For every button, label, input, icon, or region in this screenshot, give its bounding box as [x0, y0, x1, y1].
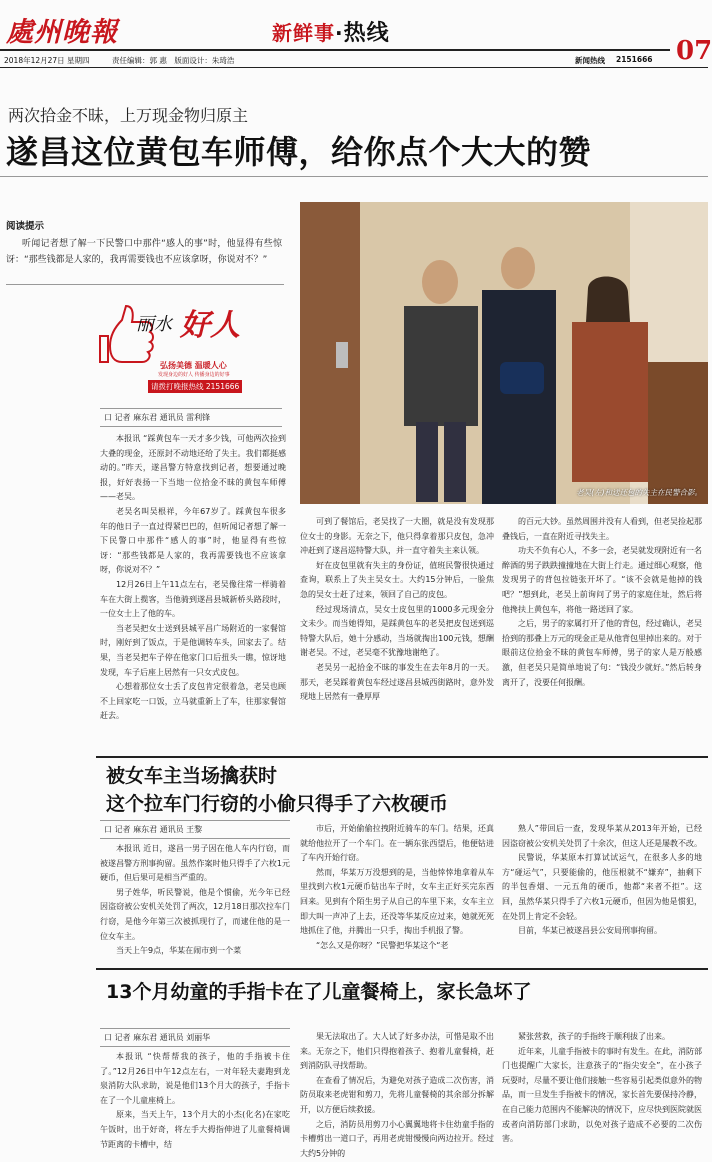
meta-rule [0, 67, 708, 68]
story2-headline-a: 被女车主当场擒获时 [106, 765, 278, 787]
story1-paragraph: 老吴另一起拾金不昧的事发生在去年8月的一天。那天，老吴踩着黄包车经过遂昌县城西街路时，意外发现地上居然有一叠厚厚 [300, 662, 494, 702]
story3-paragraph: 近年来，儿童手指被卡的事时有发生。在此，消防部门也提醒广大家长，注意孩子的“指尖安全”，在小孩子玩耍时，尽量不要让他们接触一些容易引起类似意外的物品，而一旦发生手指被卡的情况，家长首先要保持冷静，在自己能力范围内不能解决的情况下，应尽快到医院就医或者向消防部门求助，以免对孩子造成不必要的二次伤害。 [502, 1046, 702, 1144]
guide-text [6, 236, 282, 268]
logo-hotline: 请拨打晚报热线 2151666 [148, 380, 242, 393]
photo-illustration [300, 202, 708, 504]
story2-top-rule [96, 756, 708, 758]
story1-paragraph: 老吴名叫吴根祥，今年67岁了。踩黄包车很多年的他日子一直过得紧巴巴的，但听闻记者想了解一下民警口中那件“感人的事”时，他显得有些惊讶：“那些钱都是人家的，我再需要钱也不应该拿呀，你说对不？” [100, 506, 286, 575]
story2-paragraph: “怎么又是你呀？”民警把华某这个“老 [316, 940, 449, 950]
lead-headline: 遂昌这位黄包车师傅，给你点个大大的赞 [6, 133, 592, 171]
guide-paragraph: 听闻记者想了解一下民警口中那件“感人的事”时，他显得有些惊讶：“那些钱都是人家的，我再需要钱也不应该拿呀，你说对不？” [6, 239, 282, 265]
section-dot: · [335, 21, 344, 45]
story1-paragraph: 心想着那位女士丢了皮包肯定很着急，老吴也顾不上回家吃一口饭，立马就重新上了车，往那家餐馆赶去。 [100, 682, 286, 721]
story3-byline-rule-bottom [100, 1046, 290, 1047]
masthead-rule [0, 49, 670, 51]
logo-slogan-b: 发现身边的好人 传播身边的好事 [158, 372, 230, 378]
story2-byline-rule [100, 820, 290, 821]
logo-title-a: 丽水 [136, 314, 172, 335]
story2-paragraph: 目前，华某已被遂昌县公安局刑事拘留。 [518, 926, 662, 936]
story3-paragraph: 本报讯 “快帮帮我的孩子，他的手指被卡住了。”12月26日中午12点左右，一对年轻夫妻跑到龙泉消防大队求助，说是他们13个月大的孩子，手指卡在了一个儿童座椅上。 [100, 1052, 290, 1105]
story3-column-3 [502, 1030, 702, 1147]
story3-paragraph: 果无法取出了。大人试了好多办法，可惜是取不出来。无奈之下，他们只得抱着孩子、抱着儿童餐椅，赶到消防队寻找帮助。 [300, 1032, 494, 1071]
story3-byline: 口 记者 麻东君 通讯员 刘丽华 [104, 1033, 211, 1042]
story1-paragraph: 的百元大钞。虽然周围并没有人看到，但老吴捡起那叠钱后，一直在附近寻找失主。 [502, 517, 702, 541]
good-person-logo [96, 300, 271, 400]
story1-paragraph: 可到了餐馆后，老吴找了一大圈，就是没有发现那位女士的身影。无奈之下，他只得拿着那只皮包，急冲冲赶到了遂昌巡特警大队，并一直守着失主来认领。 [300, 517, 494, 556]
news-photo [300, 202, 708, 504]
story3-headline: 13个月幼童的手指卡在了儿童餐椅上，家长急坏了 [106, 981, 532, 1003]
story1-paragraph: 当老吴把女士送到县城平昌广场附近的一家餐馆时，刚好到了饭点，于是他调转车头，回家去了。结果，当老吴把车子停在他家门口后扭头一瞧，惊讶地发现，车子后座上居然有一只女式皮包。 [100, 623, 286, 677]
guide-title: 阅读提示 [6, 221, 45, 232]
hotline-label: 新闻热线 [575, 56, 605, 65]
story1-paragraph: 功夫不负有心人，不多一会，老吴就发现附近有一名醉酒的男子跌跌撞撞地在大街上行走。通过细心观察，他发现男子的背包拉链张开坏了。“该不会就是他掉的钱吧？”想到此，老吴上前询问了男子的家庭住址，然后将他搀扶上黄包车，将他一路送回了家。 [502, 546, 702, 614]
story2-paragraph: 本报讯 近日，遂昌一男子因在他人车内行窃，而被遂昌警方刑事拘留。虽然作案时他只得手了六枚1元硬币，但后果可是相当严重的。 [100, 844, 290, 883]
story2-paragraph: 市后，开始偷偷拉拽附近骑车的车门。结果，还真就给他拉开了一个车门。在一辆东张西望后，他便钻进了车内开始行窃。 [300, 824, 494, 863]
story1-column-3 [502, 515, 702, 690]
issue-date: 2018年12月27日 星期四 [4, 56, 90, 65]
logo-slogan-a: 弘扬美德 温暖人心 [160, 361, 227, 370]
editor-credits: 责任编辑：郭 惠 版面设计：朱琦浩 [112, 56, 235, 65]
story2-column-2 [300, 822, 494, 953]
story1-column-1 [100, 432, 286, 724]
story3-paragraph: 紧张营救，孩子的手指终于顺利拔了出来。 [518, 1032, 670, 1041]
story1-byline-rule [100, 408, 282, 409]
newspaper-brand: 處州晚報 [6, 17, 118, 48]
page-number: 07 [676, 36, 712, 66]
story2-byline-rule-bottom [100, 838, 290, 839]
story3-paragraph: 原来，当天上午，13个月大的小杰(化名)在家吃午饭时，出于好奇，将左手大拇指伸进了儿童餐椅调节距离的卡槽中，结 [100, 1110, 290, 1149]
story3-paragraph: 在查看了情况后，为避免对孩子造成二次伤害，消防员取来老虎钳和剪刀，先将儿童餐椅的其余部分拆解开，以方便后续救援。 [300, 1075, 494, 1114]
story1-byline: 口 记者 麻东君 通讯员 雷利锋 [104, 413, 211, 422]
story1-paragraph: 之后，男子的家属打开了他的背包，经过确认，老吴拾到的那叠上万元的现金正是从他背包里掉出来的。对于眼前这位拾金不昧的黄包车师傅，男子的家人是万般感激，但老吴只是简单地说了句：“钱没少就好。”然后转身离开了，没要任何报酬。 [502, 619, 702, 687]
story2-paragraph: 民警说，华某原本打算试试运气，在很多人多的地方“碰运气”，只要能偷的，他压根就不“嫌弃”，抽剩下的半包香烟、一元五角的硬币，他都“来者不拒”。这回，虽然华某只得手了六枚1元硬币，但因为他是惯犯，在处罚上肯定不会轻。 [502, 853, 702, 921]
headline-rule [0, 176, 708, 177]
story2-column-1 [100, 842, 290, 959]
logo-title-b: 好人 [180, 308, 240, 343]
story3-top-rule [96, 968, 708, 970]
story2-paragraph: 然而，华某万万没想到的是，当他悻悻地拿着从车里找到六枚1元硬币钻出车子时，女车主正好买完东西回来。见到有个陌生男子从自己的车里下来，女车主立即大叫一声冲了上去，还没等华某反应过来，她就死死地抓住了他，并腾出一只手，掏出手机报了警。 [300, 867, 494, 936]
story2-paragraph: 男子姓华，听民警说，他是个惯偷，光今年已经因盗窃被公安机关处罚了两次，12月18日那次拉车门行窃，是他今年第三次被抓现行了，而逮住他的是一位女车主。 [100, 887, 290, 941]
story2-headline-b: 这个拉车门行窃的小偷只得手了六枚硬币 [106, 793, 449, 815]
story1-paragraph: 经过现场清点，吴女士皮包里的1000多元现金分文未少。而当她得知，是踩黄包车的老吴把皮包送到巡特警大队后，她十分感动，当场就掏出100元钱，想酬谢老吴。不过，老吴毫不犹豫地谢绝了。 [300, 604, 494, 658]
story1-paragraph: 12月26日上午11点左右，老吴像往常一样骑着车在大街上揽客，当他骑到遂昌县城新桥头路段时，一位女士上了他的车。 [100, 579, 286, 619]
photo-caption: 老吴(左)和送还包的失主在民警合影。 [576, 488, 702, 497]
story1-paragraph: 本报讯 “踩黄包车一天才多少钱，可他两次捡到大叠的现金，还原封不动地还给了失主。我们都挺感动的。”昨天，遂昌警方特意找到记者，想要通过晚报，好好表扬一下当地一位拾金不昧的黄包车师傅——老吴。 [100, 434, 286, 502]
story2-paragraph: 熟人”带回后一查，发现华某从2013年开始，已经因盗窃被公安机关处罚了十余次，但这人还是屡教不改。 [502, 824, 702, 848]
story2-paragraph: 当天上午9点，华某在闹市到一个菜 [116, 946, 242, 956]
guide-rule [6, 284, 284, 285]
story2-column-3 [502, 822, 702, 939]
story3-paragraph: 之后，消防员用剪刀小心翼翼地将卡住幼童手指的卡槽剪出一道口子，再用老虎钳慢慢向两边拉开。经过大约5分钟的 [300, 1119, 494, 1158]
hotline-number: 2151666 [616, 55, 653, 64]
story1-paragraph: 好在皮包里就有失主的身份证，值班民警很快通过查询，联系上了失主吴女士。大约15分钟后，一脸焦急的吴女士赶了过来，领回了自己的皮包。 [300, 560, 494, 599]
story3-byline-rule [100, 1028, 290, 1029]
story3-column-1 [100, 1050, 290, 1152]
section-title-b: 热线 [343, 20, 390, 46]
story2-byline: 口 记者 麻东君 通讯员 王黎 [104, 825, 203, 834]
story1-byline-rule-bottom [100, 426, 282, 427]
lead-kicker: 两次拾金不昧，上万现金物归原主 [8, 106, 249, 125]
section-title [272, 16, 390, 47]
story3-column-2 [300, 1030, 494, 1161]
section-title-a: 新鲜事 [272, 21, 335, 45]
story1-column-2 [300, 515, 494, 705]
